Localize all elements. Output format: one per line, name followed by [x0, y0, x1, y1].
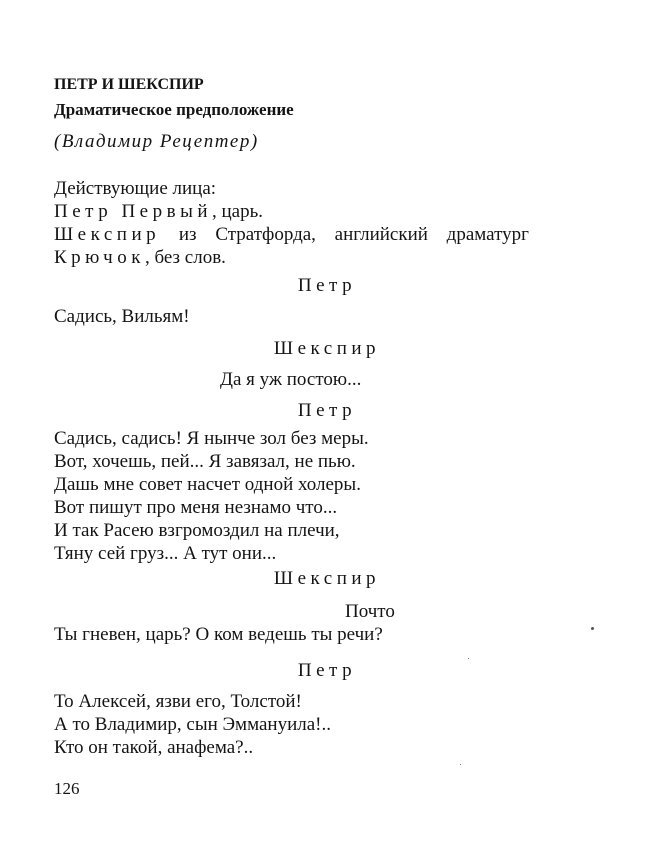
verse-line: Ты гневен, царь? О ком ведешь ты речи?: [54, 624, 383, 645]
verse-block: [54, 690, 331, 759]
verse-block: [54, 427, 369, 565]
speaker-heading: Петр: [297, 660, 357, 681]
verse-line: И так Расею взгромоздил на плечи,: [54, 520, 340, 541]
character-desc-kryuchok: , без слов.: [144, 247, 226, 268]
character-desc-shakespeare: из Стратфорда, английский драматург: [160, 224, 529, 245]
play-subtitle: Драматическое предположение: [54, 100, 294, 119]
verse-line: Почто: [345, 601, 395, 622]
speaker-heading: Шекспир: [273, 568, 381, 589]
dramatis-entry-petr: [54, 200, 529, 223]
dramatis-entry-kryuchok: [54, 246, 529, 269]
verse-line: Тяну сей груз... А тут они...: [54, 543, 277, 564]
verse-line: Вот, хочешь, пей... Я завязал, не пью.: [54, 451, 356, 472]
verse-line: Вот пишут про меня незнамо что...: [54, 497, 338, 518]
print-speck: [460, 764, 461, 765]
speaker-heading: Петр: [297, 275, 357, 296]
character-name-kryuchok: Крючок: [54, 247, 145, 268]
verse-line: Да я уж постою...: [220, 369, 362, 390]
play-author: (Владимир Рецептер): [54, 131, 259, 152]
verse-line: Дашь мне совет насчет одной холеры.: [54, 474, 361, 495]
dramatis-personae: [54, 177, 529, 269]
verse-line: Кто он такой, анафема?..: [54, 737, 254, 758]
dramatis-heading: Действующие лица:: [54, 178, 217, 199]
character-desc-petr: , царь.: [212, 201, 264, 222]
verse-line: То Алексей, язви его, Толстой!: [54, 691, 302, 712]
verse-line: Садись, Вильям!: [54, 306, 190, 327]
character-name-petr: Петр Первый: [54, 201, 212, 222]
character-name-shakespeare: Шекспир: [54, 224, 161, 245]
speaker-heading: Шекспир: [273, 338, 381, 359]
print-speck: [591, 627, 594, 630]
play-title: ПЕТР И ШЕКСПИР: [54, 76, 204, 93]
speaker-heading: Петр: [297, 400, 357, 421]
page-number: 126: [54, 779, 80, 798]
print-speck: [468, 658, 469, 659]
verse-line: Садись, садись! Я нынче зол без меры.: [54, 428, 369, 449]
verse-line: А то Владимир, сын Эммануила!..: [54, 714, 331, 735]
dramatis-entry-shakespeare: [54, 223, 529, 246]
